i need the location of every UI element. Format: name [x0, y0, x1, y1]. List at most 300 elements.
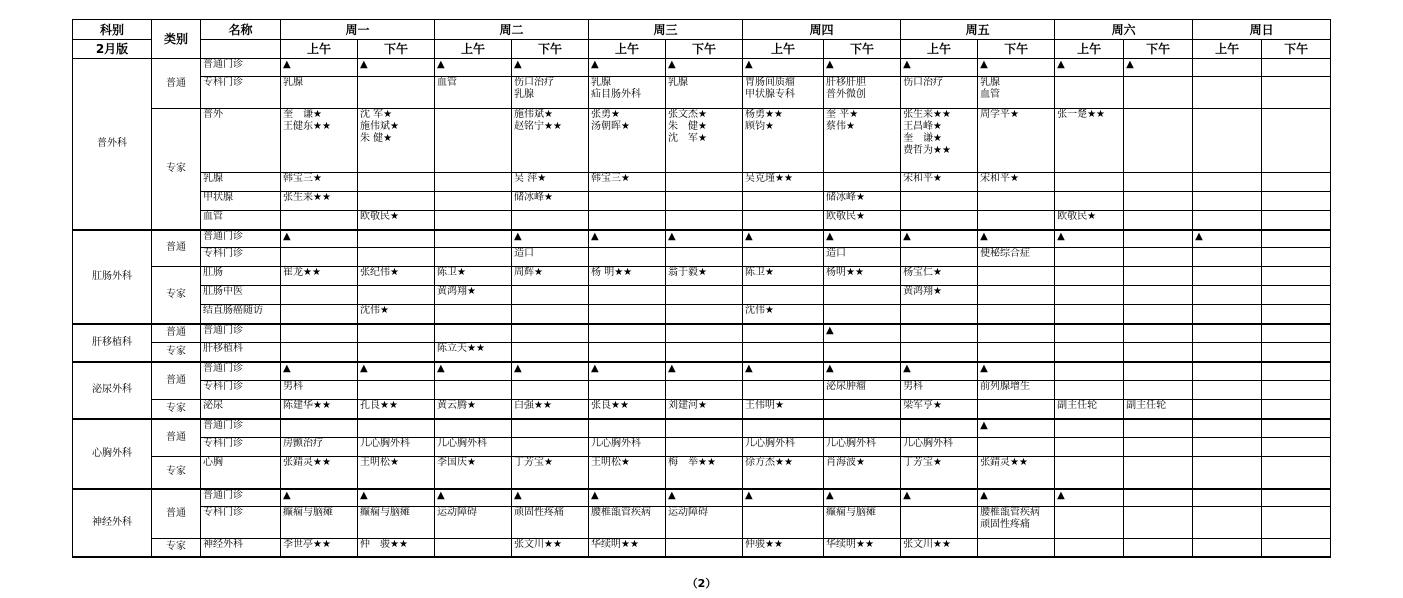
schedule-cell: 沈 军★ 施伟斌★ 朱 健★: [358, 109, 435, 173]
table-row: [73, 286, 1331, 305]
schedule-cell: 乳腺 疝目肠外科: [589, 77, 666, 109]
table-row: [73, 267, 1331, 286]
schedule-cell: [743, 324, 824, 343]
schedule-cell: [666, 343, 743, 362]
schedule-cell: [1055, 438, 1124, 457]
schedule-cell: [1193, 173, 1262, 192]
schedule-cell: 白强★★: [512, 400, 589, 419]
schedule-cell: 华续明★★: [589, 539, 666, 557]
schedule-cell: [435, 381, 512, 400]
schedule-cell: [824, 286, 901, 305]
schedule-cell: [435, 324, 512, 343]
schedule-cell: [1193, 192, 1262, 211]
schedule-cell: [1262, 400, 1331, 419]
table-row: [73, 248, 1331, 267]
schedule-cell: 伤口治疗: [901, 77, 978, 109]
header-am: 上午: [589, 40, 666, 59]
schedule-cell: ▲: [512, 489, 589, 507]
schedule-cell: ▲: [1055, 230, 1124, 248]
schedule-cell: [1055, 192, 1124, 211]
schedule-cell: 癫痫与脑瘫: [281, 507, 358, 539]
schedule-cell: 血管: [435, 77, 512, 109]
schedule-cell: 胃肠间质瘤 甲状腺专科: [743, 77, 824, 109]
table-row: [73, 507, 1331, 539]
schedule-cell: [1124, 438, 1193, 457]
schedule-cell: [1193, 267, 1262, 286]
table-row: [73, 192, 1331, 211]
schedule-cell: [743, 381, 824, 400]
schedule-cell: [1055, 286, 1124, 305]
schedule-cell: 丁芳宝★: [512, 457, 589, 489]
schedule-cell: ▲: [358, 489, 435, 507]
schedule-cell: [512, 381, 589, 400]
department-name: 神经外科: [73, 489, 152, 557]
schedule-cell: ▲: [512, 59, 589, 77]
schedule-cell: [1262, 362, 1331, 381]
schedule-cell: 陈建华★★: [281, 400, 358, 419]
category-type: 专家: [152, 457, 201, 489]
schedule-cell: [435, 419, 512, 438]
schedule-cell: [1124, 109, 1193, 173]
header-day-sun: 周日: [1193, 20, 1331, 40]
schedule-cell: [435, 109, 512, 173]
schedule-cell: [978, 438, 1055, 457]
schedule-cell: 男科: [901, 381, 978, 400]
schedule-cell: [901, 507, 978, 539]
schedule-cell: 沈伟★: [743, 305, 824, 324]
header-day-wed: 周三: [589, 20, 743, 40]
schedule-cell: [666, 381, 743, 400]
clinic-name: 普通门诊: [201, 362, 281, 381]
schedule-cell: [1262, 489, 1331, 507]
schedule-cell: 儿心胸外科: [589, 438, 666, 457]
schedule-cell: [1124, 267, 1193, 286]
header-pm: 下午: [512, 40, 589, 59]
schedule-cell: ▲: [512, 230, 589, 248]
header-pm: 下午: [666, 40, 743, 59]
schedule-cell: 周辉★: [512, 267, 589, 286]
schedule-cell: 仲 骏★★: [358, 539, 435, 557]
schedule-cell: ▲: [666, 230, 743, 248]
schedule-cell: [1055, 381, 1124, 400]
category-type: 专家: [152, 343, 201, 362]
header-pm: 下午: [978, 40, 1055, 59]
schedule-cell: [589, 286, 666, 305]
schedule-cell: [589, 381, 666, 400]
schedule-cell: [978, 324, 1055, 343]
header-pm: 下午: [1124, 40, 1193, 59]
schedule-cell: 张文川★★: [901, 539, 978, 557]
schedule-cell: [1193, 539, 1262, 557]
schedule-cell: [1193, 324, 1262, 343]
schedule-cell: 王伟明★: [743, 400, 824, 419]
schedule-cell: [1124, 489, 1193, 507]
schedule-cell: [512, 343, 589, 362]
schedule-cell: 便秘综合症: [978, 248, 1055, 267]
clinic-name: 血管: [201, 211, 281, 230]
schedule-cell: [901, 211, 978, 230]
schedule-cell: [358, 173, 435, 192]
schedule-cell: 陈卫★: [435, 267, 512, 286]
schedule-cell: 张錆灵★★: [978, 457, 1055, 489]
schedule-cell: 吴 萍★: [512, 173, 589, 192]
header-am: 上午: [743, 40, 824, 59]
schedule-cell: 泌尿肿瘤: [824, 381, 901, 400]
schedule-cell: ▲: [824, 230, 901, 248]
schedule-cell: [435, 305, 512, 324]
schedule-cell: [901, 419, 978, 438]
schedule-cell: [1262, 248, 1331, 267]
schedule-cell: ▲: [589, 230, 666, 248]
schedule-cell: ▲: [435, 362, 512, 381]
header-row-halves: [73, 40, 1331, 59]
header-am: 上午: [281, 40, 358, 59]
schedule-cell: 杨宝仁★: [901, 267, 978, 286]
clinic-name: 专科门诊: [201, 248, 281, 267]
schedule-cell: 张文杰★ 朱 健★ 沈 军★: [666, 109, 743, 173]
schedule-cell: [1055, 77, 1124, 109]
schedule-cell: [435, 230, 512, 248]
table-row: [73, 173, 1331, 192]
department-name: 心胸外科: [73, 419, 152, 489]
table-row: [73, 324, 1331, 343]
schedule-cell: 副主任轮: [1124, 400, 1193, 419]
table-row: [73, 343, 1331, 362]
category-type: 普通: [152, 362, 201, 400]
schedule-cell: 王明松★: [589, 457, 666, 489]
schedule-cell: [358, 381, 435, 400]
header-day-tue: 周二: [435, 20, 589, 40]
category-type: 专家: [152, 267, 201, 324]
schedule-cell: [589, 419, 666, 438]
schedule-cell: [1262, 419, 1331, 438]
table-row: [73, 457, 1331, 489]
schedule-cell: [1055, 457, 1124, 489]
schedule-cell: [901, 324, 978, 343]
schedule-cell: [978, 400, 1055, 419]
schedule-cell: ▲: [666, 59, 743, 77]
schedule-cell: [1193, 59, 1262, 77]
schedule-cell: 梁军亨★: [901, 400, 978, 419]
schedule-cell: 欧敬民★: [358, 211, 435, 230]
schedule-cell: 运动障碍: [435, 507, 512, 539]
schedule-cell: [666, 438, 743, 457]
schedule-cell: [743, 286, 824, 305]
schedule-cell: [1055, 419, 1124, 438]
table-row: [73, 489, 1331, 507]
schedule-cell: [358, 419, 435, 438]
schedule-cell: [743, 192, 824, 211]
header-am: 上午: [1055, 40, 1124, 59]
schedule-cell: [435, 173, 512, 192]
schedule-cell: 前列腺增生: [978, 381, 1055, 400]
schedule-cell: [666, 305, 743, 324]
schedule-cell: 孔良★★: [358, 400, 435, 419]
schedule-cell: 顽固性疼痛: [512, 507, 589, 539]
schedule-cell: [1193, 109, 1262, 173]
schedule-cell: 男科: [281, 381, 358, 400]
schedule-cell: ▲: [743, 59, 824, 77]
schedule-cell: ▲: [978, 59, 1055, 77]
schedule-cell: 刘建河★: [666, 400, 743, 419]
table-row: [73, 419, 1331, 438]
header-dept: 科别: [73, 20, 152, 40]
schedule-cell: [358, 286, 435, 305]
schedule-cell: [1193, 248, 1262, 267]
header-day-fri: 周五: [901, 20, 1055, 40]
schedule-cell: 奎 平★ 蔡伟★: [824, 109, 901, 173]
table-row: [73, 362, 1331, 381]
schedule-cell: 黄鸿翔★: [901, 286, 978, 305]
schedule-cell: ▲: [1055, 59, 1124, 77]
schedule-cell: [666, 248, 743, 267]
schedule-cell: [1193, 419, 1262, 438]
schedule-cell: 造口: [512, 248, 589, 267]
schedule-cell: 杨明★★: [824, 267, 901, 286]
schedule-cell: 腰椎瓿管疾病 顽固性疼痛: [978, 507, 1055, 539]
schedule-cell: [1124, 343, 1193, 362]
page-number: （2）: [686, 577, 717, 590]
schedule-cell: 癫痫与脑瘫: [358, 507, 435, 539]
clinic-name: 普通门诊: [201, 489, 281, 507]
schedule-cell: ▲: [824, 489, 901, 507]
schedule-cell: [1193, 381, 1262, 400]
schedule-cell: [1193, 362, 1262, 381]
schedule-cell: 崔龙★★: [281, 267, 358, 286]
schedule-cell: [512, 286, 589, 305]
clinic-name: 甲状腺: [201, 192, 281, 211]
schedule-cell: [1124, 324, 1193, 343]
schedule-cell: 张纪伟★: [358, 267, 435, 286]
schedule-cell: 陈卫★: [743, 267, 824, 286]
schedule-cell: ▲: [358, 59, 435, 77]
schedule-cell: [1055, 324, 1124, 343]
schedule-cell: [743, 507, 824, 539]
schedule-cell: 欧敬民★: [824, 211, 901, 230]
schedule-cell: 杨 明★★: [589, 267, 666, 286]
schedule-cell: 张良★★: [589, 400, 666, 419]
table-row: [73, 400, 1331, 419]
schedule-cell: ▲: [824, 59, 901, 77]
schedule-cell: [1193, 457, 1262, 489]
table-row: [73, 77, 1331, 109]
schedule-cell: [901, 305, 978, 324]
schedule-cell: 梅 举★★: [666, 457, 743, 489]
clinic-name: 肝移植科: [201, 343, 281, 362]
category-type: 专家: [152, 400, 201, 419]
schedule-cell: [1193, 343, 1262, 362]
schedule-cell: 周学平★: [978, 109, 1055, 173]
clinic-name: 结直肠癌随访: [201, 305, 281, 324]
schedule-cell: [743, 343, 824, 362]
schedule-cell: [1124, 248, 1193, 267]
schedule-cell: ▲: [589, 59, 666, 77]
table-row: [73, 59, 1331, 77]
header-am: 上午: [1193, 40, 1262, 59]
schedule-cell: ▲: [743, 489, 824, 507]
department-name: 肝移植科: [73, 324, 152, 362]
schedule-cell: ▲: [743, 362, 824, 381]
schedule-cell: [901, 248, 978, 267]
header-type: 类别: [152, 20, 201, 59]
schedule-cell: [666, 539, 743, 557]
header-row-days: [73, 20, 1331, 40]
schedule-cell: [1055, 507, 1124, 539]
header-day-sat: 周六: [1055, 20, 1193, 40]
schedule-cell: [1124, 192, 1193, 211]
category-type: 普通: [152, 230, 201, 267]
schedule-cell: [1055, 362, 1124, 381]
schedule-cell: 乳腺: [281, 77, 358, 109]
clinic-name: 肛肠: [201, 267, 281, 286]
schedule-cell: 徐方杰★★: [743, 457, 824, 489]
schedule-cell: [1262, 211, 1331, 230]
schedule-cell: 副主任轮: [1055, 400, 1124, 419]
schedule-cell: [589, 343, 666, 362]
schedule-cell: [512, 419, 589, 438]
schedule-cell: [1055, 267, 1124, 286]
schedule-cell: [1262, 59, 1331, 77]
schedule-cell: 乳腺: [666, 77, 743, 109]
table-row: [73, 230, 1331, 248]
schedule-cell: [978, 267, 1055, 286]
schedule-cell: [1124, 381, 1193, 400]
schedule-cell: [1055, 173, 1124, 192]
schedule-cell: [281, 286, 358, 305]
schedule-cell: 黄云腾★: [435, 400, 512, 419]
schedule-cell: 张一楚★★: [1055, 109, 1124, 173]
schedule-cell: [1124, 305, 1193, 324]
schedule-cell: [1262, 77, 1331, 109]
schedule-cell: [1262, 539, 1331, 557]
schedule-cell: [1124, 362, 1193, 381]
schedule-cell: [1262, 438, 1331, 457]
schedule-cell: 造口: [824, 248, 901, 267]
header-empty: [201, 40, 281, 59]
table-row: [73, 539, 1331, 557]
schedule-cell: 儿心胸外科: [901, 438, 978, 457]
schedule-cell: ▲: [435, 489, 512, 507]
schedule-cell: 吴克瑾★★: [743, 173, 824, 192]
schedule-cell: ▲: [901, 362, 978, 381]
schedule-cell: 张勇★ 汤朝晖★: [589, 109, 666, 173]
schedule-cell: [1124, 230, 1193, 248]
schedule-cell: 华续明★★: [824, 539, 901, 557]
schedule-cell: [512, 438, 589, 457]
clinic-name: 专科门诊: [201, 507, 281, 539]
schedule-cell: [358, 77, 435, 109]
schedule-cell: ▲: [1193, 230, 1262, 248]
schedule-cell: 儿心胸外科: [435, 438, 512, 457]
schedule-cell: ▲: [824, 324, 901, 343]
schedule-cell: [1124, 211, 1193, 230]
schedule-cell: [358, 230, 435, 248]
schedule-cell: 张文川★★: [512, 539, 589, 557]
schedule-cell: [1124, 77, 1193, 109]
schedule-cell: 宋和平★: [901, 173, 978, 192]
schedule-cell: [1124, 173, 1193, 192]
category-type: 普通: [152, 419, 201, 457]
schedule-cell: [978, 305, 1055, 324]
schedule-cell: [901, 192, 978, 211]
schedule-cell: [1262, 507, 1331, 539]
schedule-cell: [1262, 457, 1331, 489]
schedule-cell: [1262, 109, 1331, 173]
schedule-cell: [1262, 305, 1331, 324]
schedule-cell: [901, 343, 978, 362]
schedule-cell: [281, 211, 358, 230]
schedule-cell: [824, 400, 901, 419]
category-type: 专家: [152, 109, 201, 230]
schedule-cell: [1124, 457, 1193, 489]
schedule-cell: 乳腺 血管: [978, 77, 1055, 109]
department-name: 普外科: [73, 59, 152, 230]
schedule-cell: ▲: [281, 362, 358, 381]
schedule-cell: [978, 286, 1055, 305]
schedule-cell: 张生来★★: [281, 192, 358, 211]
schedule-cell: 丁芳宝★: [901, 457, 978, 489]
clinic-name: 泌尿: [201, 400, 281, 419]
schedule-cell: 王明松★: [358, 457, 435, 489]
clinic-name: 肛肠中医: [201, 286, 281, 305]
header-day-mon: 周一: [281, 20, 435, 40]
schedule-cell: 韩宝三★: [589, 173, 666, 192]
schedule-cell: 张錆灵★★: [281, 457, 358, 489]
table-row: [73, 381, 1331, 400]
schedule-cell: 杨勇★★ 顾钧★: [743, 109, 824, 173]
clinic-name: 普通门诊: [201, 324, 281, 343]
schedule-cell: [666, 192, 743, 211]
schedule-cell: [1193, 489, 1262, 507]
schedule-cell: 儿心胸外科: [743, 438, 824, 457]
schedule-cell: [1262, 343, 1331, 362]
schedule-cell: [589, 324, 666, 343]
schedule-cell: [1193, 211, 1262, 230]
table-row: [73, 109, 1331, 173]
schedule-cell: [666, 286, 743, 305]
schedule-cell: [1055, 539, 1124, 557]
schedule-cell: ▲: [281, 59, 358, 77]
schedule-cell: [1262, 230, 1331, 248]
schedule-cell: ▲: [281, 230, 358, 248]
schedule-cell: [1262, 192, 1331, 211]
schedule-cell: [743, 211, 824, 230]
schedule-cell: [666, 173, 743, 192]
schedule-cell: [743, 419, 824, 438]
schedule-cell: [281, 419, 358, 438]
schedule-cell: [666, 211, 743, 230]
schedule-cell: 肝移肝胆 普外微创: [824, 77, 901, 109]
schedule-cell: [512, 324, 589, 343]
header-am: 上午: [901, 40, 978, 59]
schedule-cell: 黄鸿翔★: [435, 286, 512, 305]
schedule-cell: [978, 192, 1055, 211]
schedule-cell: [358, 324, 435, 343]
clinic-name: 专科门诊: [201, 77, 281, 109]
schedule-cell: ▲: [358, 362, 435, 381]
schedule-cell: ▲: [978, 489, 1055, 507]
header-edition: 2月版: [73, 40, 152, 59]
schedule-cell: [824, 419, 901, 438]
schedule-cell: ▲: [666, 362, 743, 381]
schedule-cell: [281, 305, 358, 324]
schedule-table: [72, 19, 1331, 558]
schedule-cell: [1262, 267, 1331, 286]
schedule-cell: [1193, 400, 1262, 419]
schedule-cell: [824, 305, 901, 324]
schedule-cell: 张生来★★ 王昌峰★ 奎 谦★ 费哲为★★: [901, 109, 978, 173]
schedule-cell: [1193, 507, 1262, 539]
